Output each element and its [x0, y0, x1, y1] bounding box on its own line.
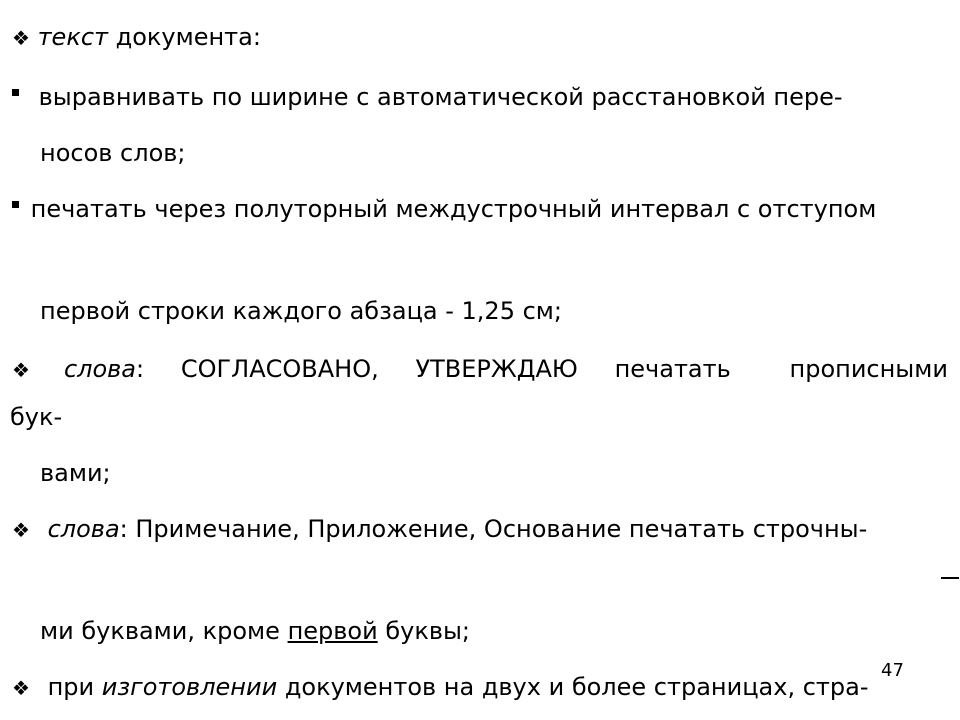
- item-5-text-2a: ми буквами, кроме: [40, 617, 288, 645]
- item-3-text-2: первой строки каждого абзаца - 1,25 см;: [40, 297, 562, 325]
- item-3-line-1: [12, 194, 876, 224]
- item-5-line-2: [40, 616, 470, 646]
- item-4-text-2: бук-: [10, 403, 63, 431]
- page-number: 47: [881, 660, 904, 681]
- hyphen-mark: [941, 577, 959, 579]
- item-4-line-1: [12, 354, 948, 384]
- item-6-italic: изготовлении: [101, 673, 278, 701]
- item-4-text-3: вами;: [40, 459, 111, 487]
- item-1-text: документа:: [108, 23, 261, 51]
- item-4-word-1: СОГЛАСОВАНО,: [180, 355, 379, 383]
- diamond-bullet-icon: ❖: [12, 676, 30, 700]
- item-4-lead: [12, 354, 144, 384]
- square-bullet-icon: [12, 201, 19, 208]
- item-2-line-2: [40, 138, 185, 168]
- item-5-text-2b: буквы;: [377, 617, 470, 645]
- item-4-word-3: печатать: [614, 355, 731, 383]
- item-5-line-1: [12, 514, 867, 544]
- item-2-text-1: выравнивать по ширине с автоматической расстановкой пере-: [38, 83, 843, 111]
- item-4-line-2: [10, 402, 62, 432]
- item-2-line-1: [12, 82, 843, 112]
- item-6-pre: при: [47, 673, 102, 701]
- item-3-text-1: печатать через полуторный междустрочный интервал с отступом: [30, 195, 877, 223]
- square-bullet-icon: [12, 89, 19, 96]
- item-6-line-1: [12, 672, 869, 702]
- item-1-italic: текст: [37, 23, 108, 51]
- item-4-word-2: УТВЕРЖДАЮ: [415, 355, 578, 383]
- item-4-line-3: [40, 458, 111, 488]
- item-5-underlined: первой: [287, 617, 378, 645]
- item-3-line-2: [40, 296, 562, 326]
- item-4-colon: :: [136, 355, 145, 383]
- diamond-bullet-icon: ❖: [12, 358, 30, 382]
- item-6-text: документов на двух и более страницах, стра-: [277, 673, 869, 701]
- diamond-bullet-icon: ❖: [12, 518, 30, 542]
- item-5-text-1: : Примечание, Приложение, Основание печатать строчны-: [119, 515, 868, 543]
- item-4-word-4: прописными: [789, 355, 948, 383]
- diamond-bullet-icon: ❖: [12, 26, 30, 50]
- item-2-text-2: носов слов;: [40, 139, 186, 167]
- item-4-italic: слова: [63, 355, 137, 383]
- item-5-italic: слова: [47, 515, 120, 543]
- item-1-line: [12, 22, 261, 52]
